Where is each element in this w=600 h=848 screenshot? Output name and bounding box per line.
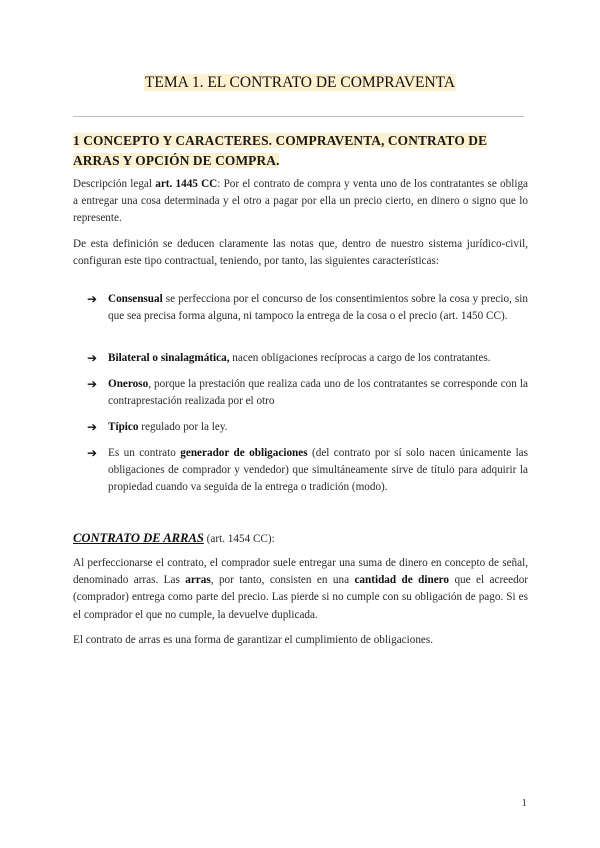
- list-item: [108, 376, 528, 410]
- list-item: [108, 291, 528, 325]
- page-title-text: TEMA 1. EL CONTRATO DE COMPRAVENTA: [144, 74, 456, 91]
- list-item-text: , porque la prestación que realiza cada uno de los contratantes se corresponde con la contraprestación realizada por el otro: [108, 378, 528, 408]
- list-item-text: se perfecciona por el concurso de los consentimientos sobre la cosa y precio, sin que sea precisa forma alguna, ni tampoco la entrega de la cosa o el precio (art. 1450 CC).: [108, 293, 528, 323]
- list-item-term: generador de obligaciones: [180, 447, 308, 459]
- paragraph-characteristics-intro: De esta definición se deducen claramente las notas que, dentro de nuestro sistema jurídico-civil, configuran este tipo contractual, teniendo, por tanto, las siguientes características:: [73, 238, 528, 268]
- arrow-bullet-icon: ➔: [87, 420, 98, 434]
- list-item-text: (del contrato por sí solo nacen únicamente las obligaciones de comprador y vendedor) que simultáneamente sirve de título para adquirir la propiedad cuando va seguida de la entrega o tradición (modo).: [108, 447, 528, 494]
- text-run: Al perfeccionarse el contrato, el comprador suele entregar una suma de dinero en concepto de señal, denominado arras. Las: [73, 557, 528, 587]
- list-item-term: Oneroso: [108, 378, 149, 390]
- paragraph-legal-description: [73, 176, 528, 228]
- list-item-term: Típico: [108, 421, 139, 433]
- bold-term: arras: [185, 574, 211, 587]
- arrow-bullet-icon: ➔: [87, 446, 98, 460]
- paragraph-arras-definition: [73, 555, 528, 624]
- arras-heading-text: CONTRATO DE ARRAS: [73, 531, 204, 545]
- bold-term: cantidad de dinero: [354, 574, 450, 587]
- page-number: 1: [521, 797, 527, 809]
- title-divider: [73, 116, 524, 117]
- text-run: : Por el contrato de compra y venta uno de los contratantes se obliga a entregar una cosa determinada y el otro a pagar por ella un precio cierto, en dinero o signo que lo represente.: [73, 178, 529, 225]
- section-heading-text: 1 CONCEPTO Y CARACTERES. COMPRAVENTA, CONTRATO DE ARRAS Y OPCIÓN DE COMPRA.: [73, 133, 488, 168]
- list-item: [108, 419, 528, 436]
- list-item-text: nacen obligaciones recíprocas a cargo de los contratantes.: [229, 352, 491, 364]
- list-item-term: Consensual: [108, 293, 163, 305]
- arrow-bullet-icon: ➔: [87, 377, 98, 391]
- arrow-bullet-icon: ➔: [87, 292, 98, 306]
- text-run: que el acreedor (comprador) entrega como parte del precio. Las pierde si no cumple con su obligación de pago. Si es el comprador el que no cumple, la devuelve duplicada.: [73, 574, 529, 621]
- page-title: [0, 73, 600, 93]
- legal-reference: art. 1445 CC: [155, 178, 218, 190]
- list-item: [108, 445, 528, 497]
- list-item-text: regulado por la ley.: [138, 421, 228, 433]
- arras-heading: [73, 529, 275, 548]
- text-run: , por tanto, consisten en una: [210, 574, 355, 587]
- list-item-term: Bilateral o sinalagmática,: [108, 352, 230, 364]
- section-heading: [73, 131, 533, 171]
- paragraph-arras-guarantee: El contrato de arras es una forma de garantizar el cumplimiento de obligaciones.: [73, 634, 434, 646]
- list-item-text: Es un contrato: [108, 447, 181, 459]
- list-item: [108, 350, 528, 367]
- text-run: Descripción legal: [73, 178, 156, 190]
- arrow-bullet-icon: ➔: [87, 351, 98, 365]
- arras-heading-reference: (art. 1454 CC):: [203, 533, 275, 545]
